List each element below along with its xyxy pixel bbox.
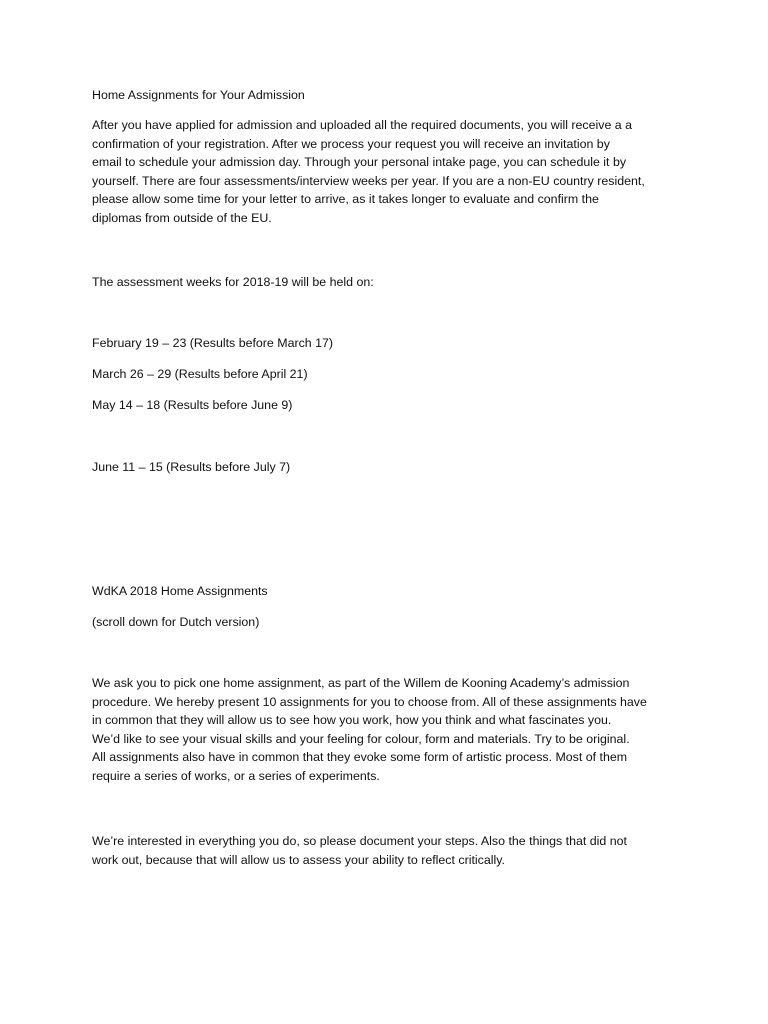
assessment-week-item: March 26 – 29 (Results before April 21) — [92, 367, 308, 381]
intro-line: After you have applied for admission and uploaded all the required documents, you will receive a a — [92, 118, 633, 132]
scroll-note: (scroll down for Dutch version) — [92, 615, 260, 629]
closing-line: We’re interested in everything you do, so please document your steps. Also the things that did not — [92, 834, 627, 848]
assignment-line: procedure. We hereby present 10 assignments for you to choose from. All of these assignments have — [92, 694, 647, 709]
assessment-heading: The assessment weeks for 2018-19 will be held on: — [92, 275, 374, 289]
assignment-line: require a series of works, or a series of experiments. — [92, 768, 380, 783]
assignment-line: We ask you to pick one home assignment, as part of the Willem de Kooning Academy’s admission — [92, 676, 630, 690]
assignment-paragraph — [92, 674, 688, 785]
closing-line: work out, because that will allow us to assess your ability to reflect critically. — [92, 852, 505, 867]
assessment-week-item: May 14 – 18 (Results before June 9) — [92, 398, 293, 412]
closing-paragraph — [92, 832, 688, 869]
assessment-week-item: June 11 – 15 (Results before July 7) — [92, 460, 291, 474]
intro-paragraph — [92, 116, 688, 227]
intro-line: please allow some time for your letter to arrive, as it takes longer to evaluate and confirm the — [92, 192, 599, 206]
assessment-week-item: February 19 – 23 (Results before March 17) — [92, 336, 334, 350]
assignment-line: All assignments also have in common that they evoke some form of artistic process. Most of them — [92, 750, 628, 764]
assignment-line: in common that they will allow us to see how you work, how you think and what fascinates you. — [92, 713, 612, 727]
assignment-line: We’d like to see your visual skills and your feeling for colour, form and materials. Try to be original. — [92, 731, 630, 746]
intro-line: confirmation of your registration. After we process your request you will receive an invitation by — [92, 136, 610, 151]
intro-line: email to schedule your admission day. Through your personal intake page, you can schedule it by — [92, 155, 627, 169]
document-title: Home Assignments for Your Admission — [92, 88, 305, 102]
intro-line: yourself. There are four assessments/interview weeks per year. If you are a non-EU country resident, — [92, 173, 645, 188]
section-title: WdKA 2018 Home Assignments — [92, 584, 268, 598]
intro-line: diplomas from outside of the EU. — [92, 210, 272, 225]
